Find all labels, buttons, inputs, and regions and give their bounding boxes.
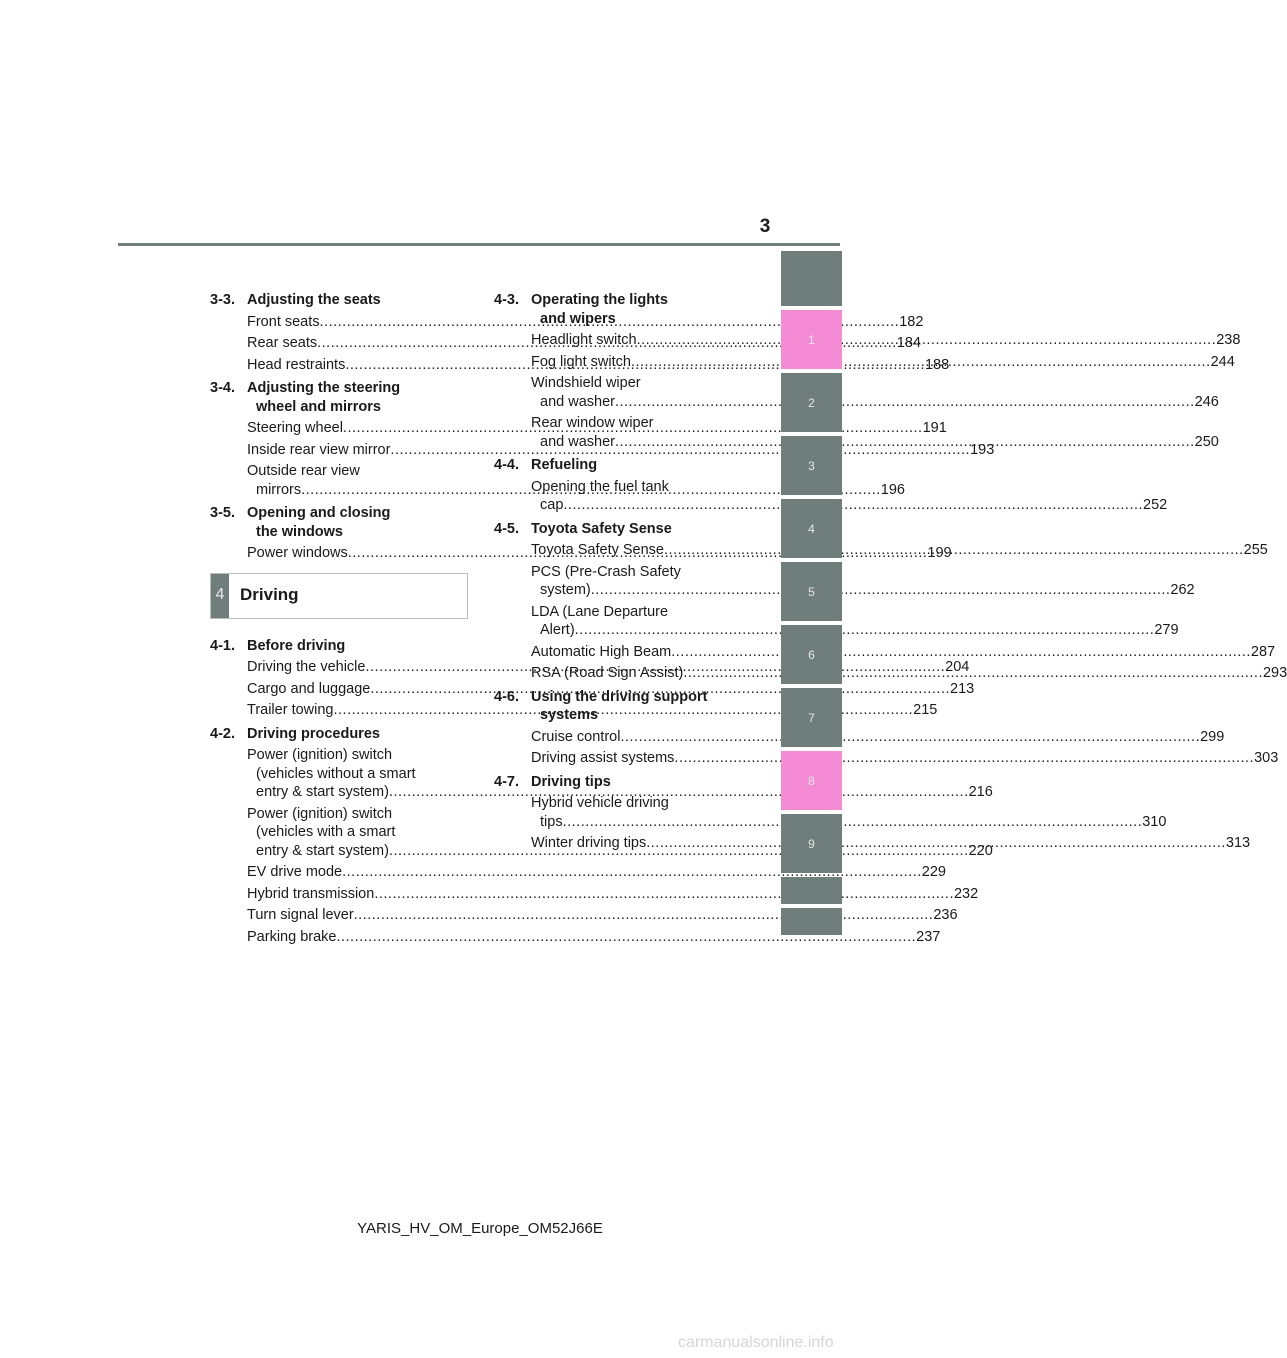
- entry-text: Trailer towing: [247, 702, 334, 718]
- toc-section-heading[interactable]: [494, 520, 742, 539]
- entry-page-number: 188: [924, 356, 950, 373]
- section-title-line: the windows: [256, 523, 343, 540]
- entry-text: Automatic High Beam: [531, 643, 672, 660]
- entry-page-number: 252: [1143, 497, 1168, 513]
- entry-page-number: 262: [1170, 582, 1195, 598]
- dot-leader: [563, 497, 1143, 513]
- section-title: [531, 688, 742, 725]
- toc-section-heading[interactable]: [494, 456, 742, 475]
- entry-page-number: 255: [1243, 542, 1268, 558]
- toc-entry[interactable]: [247, 906, 958, 925]
- toc-entry[interactable]: [531, 749, 1279, 768]
- section-title-line: Refueling: [531, 457, 598, 473]
- entry-text: Opening the fuel tank: [531, 478, 669, 495]
- section-title: [531, 520, 742, 539]
- chapter-title: Driving: [240, 585, 299, 605]
- section-title-line: Driving procedures: [247, 725, 380, 742]
- section-title: [531, 291, 742, 328]
- section-number: 3-5.: [210, 505, 235, 521]
- toc-section-heading[interactable]: [210, 291, 458, 310]
- entry-page-number: 216: [968, 784, 993, 800]
- entry-text: Power windows: [247, 545, 348, 561]
- entry-page-number: 303: [1254, 750, 1279, 766]
- chapter-tab-7[interactable]: 7: [781, 688, 842, 747]
- entry-text: LDA (Lane Departure: [531, 603, 669, 620]
- entry-page-number: 204: [945, 659, 970, 675]
- entry-page-number: 193: [970, 441, 995, 458]
- chapter-number: 4: [211, 574, 229, 618]
- dot-leader: [637, 332, 1217, 348]
- entry-text: Headlight switch: [531, 332, 637, 348]
- dot-leader: [620, 729, 1200, 745]
- header-rule: [118, 243, 840, 246]
- entry-page-number: 182: [899, 313, 924, 330]
- chapter-tab-5[interactable]: 5: [781, 562, 842, 621]
- dot-leader: [374, 886, 954, 902]
- entry-page-number: 184: [896, 335, 921, 351]
- chapter-tab-blank[interactable]: [781, 251, 842, 306]
- entry-page-number: 229: [921, 864, 946, 880]
- entry-text: Outside rear view: [247, 463, 360, 479]
- toc-section-heading[interactable]: [494, 291, 742, 328]
- entry-page-number: 310: [1142, 813, 1167, 830]
- section-title: [247, 504, 458, 541]
- section-title: [247, 637, 458, 656]
- section-number: 3-3.: [210, 292, 235, 308]
- toc-section-heading[interactable]: [494, 688, 742, 725]
- entry-text: and washer: [540, 433, 615, 450]
- section-title: [247, 291, 458, 310]
- dot-leader: [615, 394, 1195, 410]
- entry-text: Steering wheel: [247, 420, 343, 436]
- toc-section-heading[interactable]: [210, 725, 458, 744]
- toc-section-heading[interactable]: [210, 504, 458, 541]
- page-number: 3: [759, 216, 771, 237]
- section-title-line: Driving tips: [531, 773, 611, 790]
- section-title: [531, 773, 742, 792]
- entry-text: mirrors: [256, 481, 302, 498]
- entry-page-number: 313: [1225, 835, 1251, 851]
- chapter-tab-3[interactable]: 3: [781, 436, 842, 495]
- entry-page-number: 232: [953, 885, 979, 902]
- entry-page-number: 299: [1200, 728, 1225, 745]
- chapter-tab-8[interactable]: 8: [781, 751, 842, 810]
- dot-leader: [646, 835, 1226, 851]
- toc-entry[interactable]: [247, 928, 941, 947]
- entry-text: RSA (Road Sign Assist): [531, 665, 684, 681]
- section-number: 4-6.: [494, 688, 519, 705]
- entry-text: Turn signal lever: [247, 907, 354, 923]
- entry-text: Rear seats: [247, 335, 318, 351]
- dot-leader: [683, 665, 1263, 681]
- entry-text: tips: [540, 813, 563, 830]
- section-number: 4-7.: [494, 773, 519, 790]
- entry-text: Driving the vehicle: [247, 659, 366, 675]
- entry-text: Head restraints: [247, 356, 346, 373]
- dot-leader: [664, 542, 1244, 558]
- section-title: [247, 725, 458, 744]
- toc-entry[interactable]: [531, 643, 1276, 662]
- section-title-line: Opening and closing: [247, 505, 391, 521]
- section-title-line: systems: [540, 707, 599, 723]
- entry-page-number: 220: [968, 842, 993, 859]
- chapter-tab-2[interactable]: 2: [781, 373, 842, 432]
- dot-leader: [615, 434, 1195, 450]
- entry-text: Parking brake: [247, 928, 337, 945]
- entry-page-number: 238: [1216, 332, 1241, 348]
- chapter-heading-box[interactable]: [210, 573, 468, 619]
- entry-text: and washer: [540, 393, 615, 410]
- entry-text: (vehicles without a smart: [256, 765, 416, 782]
- entry-text: PCS (Pre-Crash Safety: [531, 563, 681, 580]
- entry-text: Power (ignition) switch: [247, 805, 393, 822]
- section-number: 4-1.: [210, 637, 235, 654]
- entry-text: Power (ignition) switch: [247, 747, 393, 763]
- chapter-tab-4[interactable]: 4: [781, 499, 842, 558]
- section-title-line: Adjusting the seats: [247, 292, 381, 308]
- section-title: [531, 456, 742, 475]
- watermark: carmanualsonline.info: [678, 1334, 834, 1351]
- entry-page-number: 244: [1210, 353, 1235, 370]
- entry-page-number: 250: [1194, 433, 1219, 450]
- section-number: 4-5.: [494, 520, 519, 537]
- chapter-tab-1[interactable]: 1: [781, 310, 842, 369]
- entry-text: entry & start system): [256, 842, 389, 859]
- entry-text: Hybrid transmission: [247, 885, 375, 902]
- toc-section-heading[interactable]: [494, 773, 742, 792]
- toc-section-heading[interactable]: [210, 637, 458, 656]
- toc-section-heading[interactable]: [210, 379, 458, 416]
- entry-text: entry & start system): [256, 784, 389, 800]
- entry-text: Driving assist systems: [531, 750, 675, 766]
- section-title-line: Before driving: [247, 637, 346, 654]
- dot-leader: [354, 907, 934, 923]
- entry-text: Cruise control: [531, 728, 621, 745]
- entry-text: system): [540, 582, 591, 598]
- dot-leader: [591, 582, 1171, 598]
- chapter-tab-blank[interactable]: [781, 908, 842, 935]
- entry-text: Toyota Safety Sense: [531, 542, 664, 558]
- entry-page-number: 293: [1262, 665, 1287, 681]
- entry-page-number: 191: [922, 420, 947, 436]
- entry-text: Rear window wiper: [531, 415, 654, 431]
- entry-text: Alert): [540, 622, 575, 638]
- entry-text: Winter driving tips: [531, 835, 647, 851]
- entry-page-number: 213: [950, 680, 975, 697]
- section-number: 4-2.: [210, 725, 235, 742]
- section-number: 3-4.: [210, 380, 235, 396]
- entry-page-number: 199: [927, 545, 952, 561]
- entry-text: Hybrid vehicle driving: [531, 795, 669, 811]
- dot-leader: [671, 644, 1251, 660]
- toc-entry[interactable]: [247, 885, 979, 904]
- entry-text: cap: [540, 497, 564, 513]
- section-number: 4-4.: [494, 457, 519, 473]
- entry-page-number: 287: [1250, 643, 1276, 660]
- toc-entry[interactable]: [247, 863, 946, 882]
- section-title: [247, 379, 458, 416]
- entry-page-number: 237: [916, 928, 941, 945]
- dot-leader: [674, 750, 1254, 766]
- chapter-tab-blank[interactable]: [781, 877, 842, 904]
- dot-leader: [631, 354, 1211, 370]
- entry-text: Front seats: [247, 313, 320, 330]
- toc-entry[interactable]: [531, 374, 1219, 411]
- toc-entry[interactable]: [531, 563, 1195, 600]
- entry-page-number: 215: [913, 702, 938, 718]
- entry-text: EV drive mode: [247, 864, 343, 880]
- entry-page-number: 196: [880, 481, 905, 498]
- chapter-tabs: [781, 251, 842, 939]
- toc-entry[interactable]: [531, 603, 1179, 640]
- section-number: 4-3.: [494, 292, 519, 308]
- entry-page-number: 236: [933, 907, 958, 923]
- toc-entry[interactable]: [531, 794, 1167, 831]
- section-title-line: Adjusting the steering: [247, 380, 401, 396]
- section-title-line: wheel and mirrors: [256, 398, 381, 415]
- section-title-line: Toyota Safety Sense: [531, 520, 672, 537]
- dot-leader: [575, 622, 1155, 638]
- entry-page-number: 246: [1194, 393, 1219, 410]
- chapter-tab-9[interactable]: 9: [781, 814, 842, 873]
- dot-leader: [563, 814, 1143, 830]
- section-title-line: Using the driving support: [531, 688, 708, 705]
- entry-text: Fog light switch: [531, 353, 631, 370]
- footer-doc-code: YARIS_HV_OM_Europe_OM52J66E: [357, 1220, 603, 1237]
- chapter-tab-6[interactable]: 6: [781, 625, 842, 684]
- section-title-line: and wipers: [540, 310, 616, 327]
- toc-entry[interactable]: [531, 728, 1225, 747]
- entry-text: Windshield wiper: [531, 375, 641, 391]
- entry-text: Inside rear view mirror: [247, 441, 391, 458]
- entry-text: Cargo and luggage: [247, 680, 371, 697]
- section-title-line: Operating the lights: [531, 292, 668, 308]
- entry-text: (vehicles with a smart: [256, 824, 396, 840]
- entry-page-number: 279: [1154, 622, 1179, 638]
